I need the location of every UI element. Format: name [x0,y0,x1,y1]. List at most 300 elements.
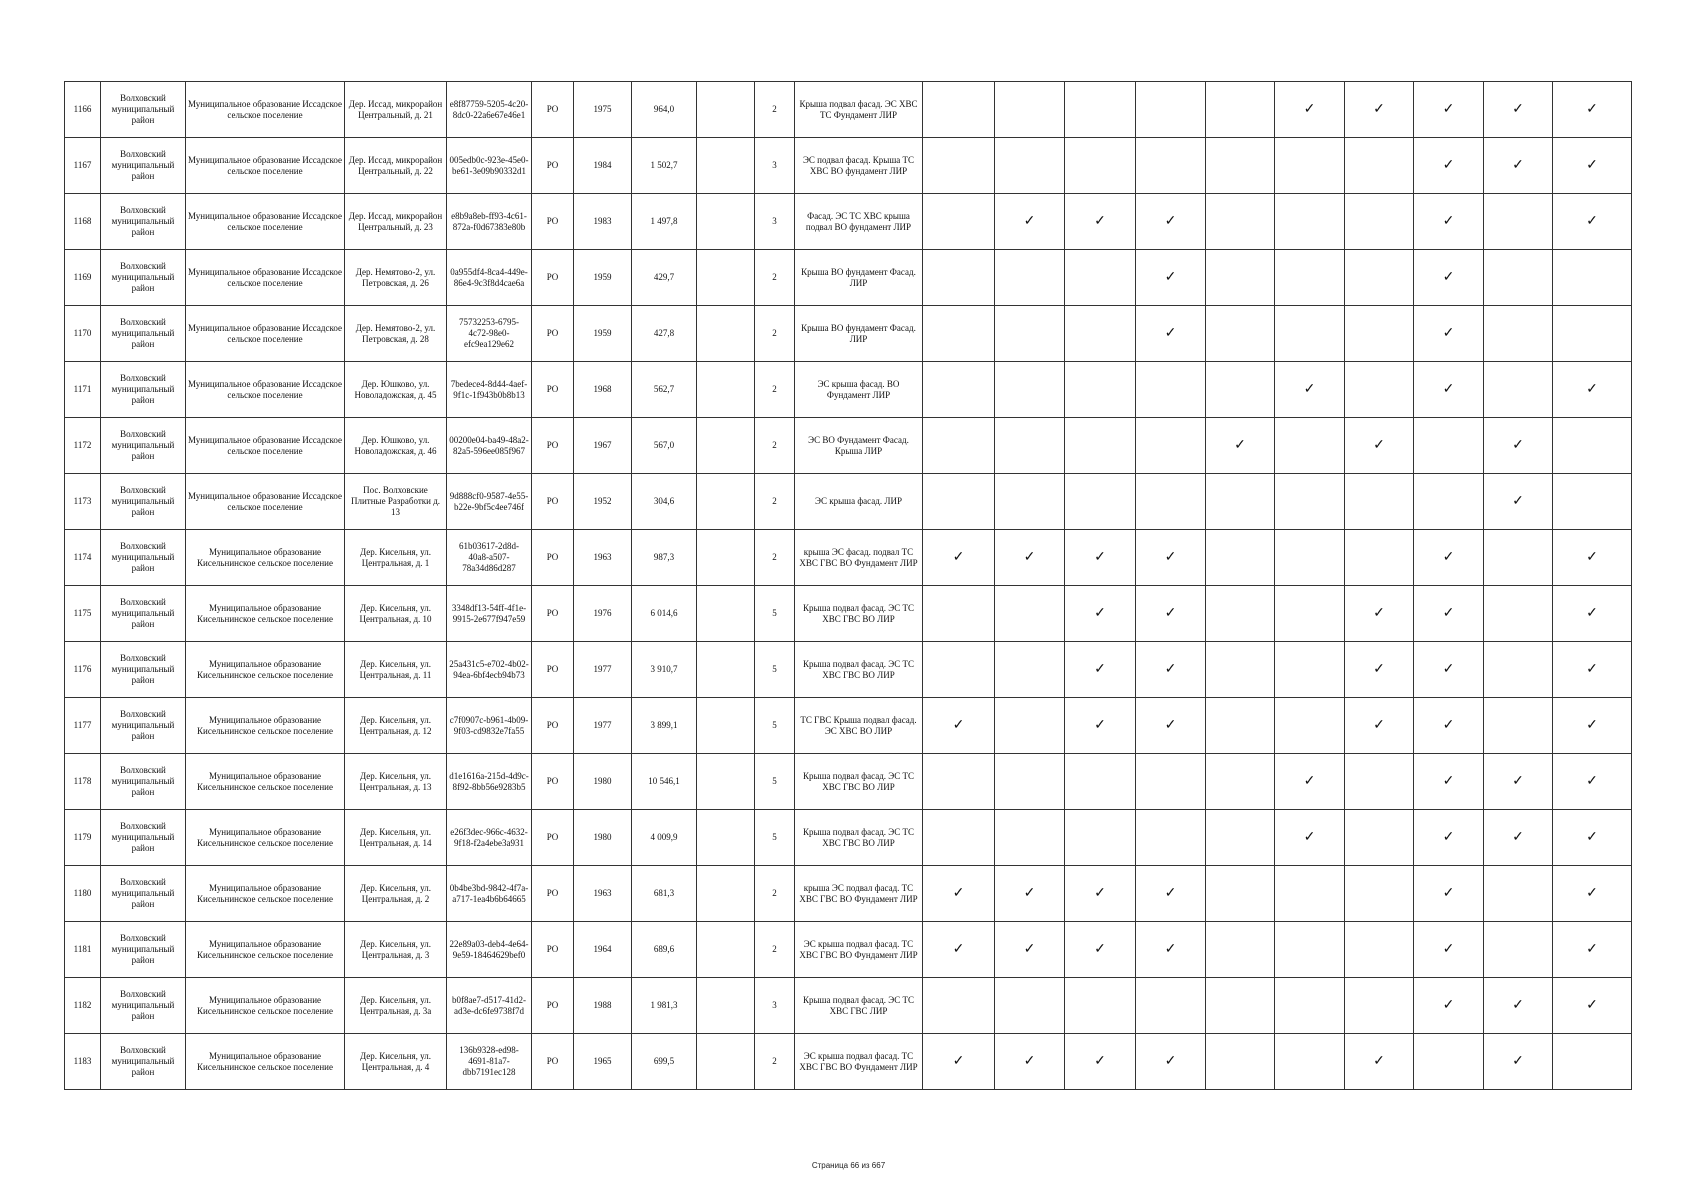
check-mark-icon: ✓ [1345,82,1414,138]
empty-check-cell [1206,810,1275,866]
check-mark-icon: ✓ [923,698,995,754]
check-mark-icon: ✓ [995,194,1065,250]
check-mark-icon: ✓ [1136,922,1206,978]
municipality-cell: Муниципальное образование Иссадское сельское поселение [186,418,345,474]
check-mark-icon: ✓ [1553,754,1632,810]
empty-check-cell [1136,754,1206,810]
empty-check-cell [1206,642,1275,698]
district-cell: Волховский муниципальный район [101,474,186,530]
address-cell: Дер. Кисельня, ул. Центральная, д. 3 [345,922,447,978]
year-built-cell: 1964 [574,922,632,978]
table-row [65,754,1632,810]
floors-cell: 3 [755,194,795,250]
floors-cell: 2 [755,474,795,530]
empty-check-cell [1484,922,1553,978]
empty-check-cell [1553,306,1632,362]
empty-check-cell [1345,194,1414,250]
check-mark-icon: ✓ [995,866,1065,922]
year-built-cell: 1977 [574,642,632,698]
municipality-cell: Муниципальное образование Кисельнинское сельское поселение [186,922,345,978]
house-code-cell: e8f87759-5205-4c20-8dc0-22a6e67e46e1 [447,82,532,138]
type-cell: РО [532,866,574,922]
house-code-cell: c7f0907c-b961-4b09-9f03-cd9832e7fa55 [447,698,532,754]
check-mark-icon: ✓ [995,530,1065,586]
district-cell: Волховский муниципальный район [101,1034,186,1090]
type-cell: РО [532,922,574,978]
empty-check-cell [923,642,995,698]
check-mark-icon: ✓ [1345,418,1414,474]
table-row [65,306,1632,362]
empty-cell [697,250,755,306]
empty-check-cell [1345,530,1414,586]
area-cell: 10 546,1 [632,754,697,810]
empty-check-cell [923,586,995,642]
empty-check-cell [995,138,1065,194]
floors-cell: 2 [755,922,795,978]
year-built-cell: 1959 [574,306,632,362]
empty-check-cell [995,418,1065,474]
house-code-cell: 22e89a03-deb4-4e64-9e59-18464629bef0 [447,922,532,978]
empty-check-cell [1345,362,1414,418]
works-list-cell: Крыша подвал фасад. ЭС ТС ХВС ГВС ВО ЛИР [795,642,923,698]
empty-check-cell [1065,82,1136,138]
floors-cell: 2 [755,1034,795,1090]
house-code-cell: 0a955df4-8ca4-449e-86e4-9c3f8d4cae6a [447,250,532,306]
check-mark-icon: ✓ [923,1034,995,1090]
type-cell: РО [532,810,574,866]
row-number: 1181 [65,922,101,978]
floors-cell: 3 [755,138,795,194]
works-list-cell: Крыша подвал фасад. ЭС ТС ХВС ГВС ВО ЛИР [795,586,923,642]
row-number: 1174 [65,530,101,586]
floors-cell: 2 [755,530,795,586]
check-mark-icon: ✓ [1136,866,1206,922]
type-cell: РО [532,194,574,250]
empty-check-cell [1484,698,1553,754]
year-built-cell: 1980 [574,754,632,810]
empty-cell [697,530,755,586]
empty-check-cell [1484,642,1553,698]
table-row [65,138,1632,194]
row-number: 1172 [65,418,101,474]
check-mark-icon: ✓ [1414,530,1484,586]
empty-check-cell [995,586,1065,642]
district-cell: Волховский муниципальный район [101,642,186,698]
empty-check-cell [1553,474,1632,530]
row-number: 1183 [65,1034,101,1090]
year-built-cell: 1963 [574,866,632,922]
area-cell: 681,3 [632,866,697,922]
empty-check-cell [1275,418,1345,474]
empty-check-cell [995,82,1065,138]
area-cell: 1 497,8 [632,194,697,250]
check-mark-icon: ✓ [1275,754,1345,810]
check-mark-icon: ✓ [1136,642,1206,698]
area-cell: 567,0 [632,418,697,474]
check-mark-icon: ✓ [1553,978,1632,1034]
floors-cell: 2 [755,82,795,138]
works-list-cell: Фасад. ЭС ТС ХВС крыша подвал ВО фундамент ЛИР [795,194,923,250]
check-mark-icon: ✓ [1553,642,1632,698]
check-mark-icon: ✓ [1553,866,1632,922]
empty-check-cell [1206,866,1275,922]
check-mark-icon: ✓ [1065,586,1136,642]
table-row [65,978,1632,1034]
empty-check-cell [923,138,995,194]
year-built-cell: 1988 [574,978,632,1034]
empty-check-cell [1275,978,1345,1034]
check-mark-icon: ✓ [1414,82,1484,138]
empty-check-cell [995,474,1065,530]
year-built-cell: 1977 [574,698,632,754]
check-mark-icon: ✓ [1484,474,1553,530]
municipality-cell: Муниципальное образование Кисельнинское сельское поселение [186,866,345,922]
check-mark-icon: ✓ [1553,194,1632,250]
works-list-cell: Крыша подвал фасад. ЭС ТС ХВС ГВС ЛИР [795,978,923,1034]
empty-check-cell [923,978,995,1034]
area-cell: 429,7 [632,250,697,306]
row-number: 1170 [65,306,101,362]
row-number: 1171 [65,362,101,418]
house-code-cell: 25a431c5-e702-4b02-94ea-6bf4ecb94b73 [447,642,532,698]
check-mark-icon: ✓ [1065,642,1136,698]
empty-check-cell [1484,362,1553,418]
works-list-cell: крыша ЭС подвал фасад. ТС ХВС ГВС ВО Фундамент ЛИР [795,866,923,922]
check-mark-icon: ✓ [1065,194,1136,250]
check-mark-icon: ✓ [1275,362,1345,418]
type-cell: РО [532,82,574,138]
empty-cell [697,362,755,418]
check-mark-icon: ✓ [1065,698,1136,754]
house-code-cell: 136b9328-ed98-4691-81a7-dbb7191ec128 [447,1034,532,1090]
check-mark-icon: ✓ [923,922,995,978]
empty-check-cell [1275,866,1345,922]
empty-check-cell [995,642,1065,698]
empty-check-cell [923,362,995,418]
row-number: 1178 [65,754,101,810]
works-list-cell: ЭС крыша подвал фасад. ТС ХВС ГВС ВО Фундамент ЛИР [795,922,923,978]
works-list-cell: ЭС подвал фасад. Крыша ТС ХВС ВО фундамент ЛИР [795,138,923,194]
table-row [65,642,1632,698]
address-cell: Дер. Иссад, микрорайон Центральный, д. 22 [345,138,447,194]
empty-check-cell [1275,474,1345,530]
floors-cell: 2 [755,418,795,474]
empty-check-cell [995,698,1065,754]
empty-check-cell [923,754,995,810]
floors-cell: 5 [755,810,795,866]
empty-check-cell [1275,306,1345,362]
check-mark-icon: ✓ [1275,810,1345,866]
empty-check-cell [1275,922,1345,978]
address-cell: Дер. Кисельня, ул. Центральная, д. 12 [345,698,447,754]
empty-check-cell [1275,586,1345,642]
house-code-cell: 00200e04-ba49-48a2-82a5-596ee085f967 [447,418,532,474]
check-mark-icon: ✓ [1484,1034,1553,1090]
type-cell: РО [532,530,574,586]
empty-check-cell [995,306,1065,362]
table-row [65,474,1632,530]
row-number: 1168 [65,194,101,250]
check-mark-icon: ✓ [1484,82,1553,138]
empty-check-cell [1484,866,1553,922]
house-code-cell: 9d888cf0-9587-4e55-b22e-9bf5c4ee746f [447,474,532,530]
municipality-cell: Муниципальное образование Кисельнинское сельское поселение [186,586,345,642]
district-cell: Волховский муниципальный район [101,250,186,306]
address-cell: Дер. Кисельня, ул. Центральная, д. 11 [345,642,447,698]
empty-check-cell [1275,194,1345,250]
works-list-cell: ЭС крыша подвал фасад. ТС ХВС ГВС ВО Фундамент ЛИР [795,1034,923,1090]
empty-check-cell [1136,418,1206,474]
works-list-cell: Крыша подвал фасад. ЭС ХВС ТС Фундамент ЛИР [795,82,923,138]
house-code-cell: 3348df13-54ff-4f1e-9915-2e677f947e59 [447,586,532,642]
works-list-cell: Крыша ВО фундамент Фасад. ЛИР [795,250,923,306]
empty-check-cell [995,250,1065,306]
empty-check-cell [1065,250,1136,306]
check-mark-icon: ✓ [1553,138,1632,194]
empty-check-cell [1275,250,1345,306]
area-cell: 1 502,7 [632,138,697,194]
empty-check-cell [923,474,995,530]
empty-check-cell [1065,418,1136,474]
table-row [65,1034,1632,1090]
empty-check-cell [1345,306,1414,362]
empty-check-cell [923,306,995,362]
address-cell: Дер. Юшково, ул. Новоладожская, д. 45 [345,362,447,418]
type-cell: РО [532,1034,574,1090]
address-cell: Дер. Немятово-2, ул. Петровская, д. 26 [345,250,447,306]
check-mark-icon: ✓ [1414,810,1484,866]
check-mark-icon: ✓ [1136,194,1206,250]
district-cell: Волховский муниципальный район [101,194,186,250]
table-row [65,530,1632,586]
year-built-cell: 1965 [574,1034,632,1090]
municipality-cell: Муниципальное образование Кисельнинское сельское поселение [186,698,345,754]
empty-check-cell [1484,306,1553,362]
municipality-cell: Муниципальное образование Кисельнинское сельское поселение [186,978,345,1034]
table-row [65,922,1632,978]
row-number: 1166 [65,82,101,138]
district-cell: Волховский муниципальный район [101,138,186,194]
empty-check-cell [923,810,995,866]
floors-cell: 5 [755,754,795,810]
municipality-cell: Муниципальное образование Иссадское сельское поселение [186,138,345,194]
empty-check-cell [923,418,995,474]
empty-check-cell [995,810,1065,866]
empty-cell [697,418,755,474]
works-list-cell: ЭС крыша фасад. ЛИР [795,474,923,530]
area-cell: 1 981,3 [632,978,697,1034]
empty-check-cell [1414,418,1484,474]
check-mark-icon: ✓ [1136,250,1206,306]
municipality-cell: Муниципальное образование Иссадское сельское поселение [186,82,345,138]
municipality-cell: Муниципальное образование Иссадское сельское поселение [186,362,345,418]
municipality-cell: Муниципальное образование Кисельнинское сельское поселение [186,810,345,866]
empty-check-cell [1275,530,1345,586]
empty-check-cell [1484,250,1553,306]
type-cell: РО [532,474,574,530]
house-code-cell: 7bedece4-8d44-4aef-9f1c-1f943b0b8b13 [447,362,532,418]
empty-check-cell [1345,474,1414,530]
row-number: 1176 [65,642,101,698]
empty-check-cell [1345,138,1414,194]
empty-check-cell [1553,250,1632,306]
empty-cell [697,586,755,642]
house-code-cell: 75732253-6795-4c72-98e0-efc9ea129e62 [447,306,532,362]
area-cell: 3 910,7 [632,642,697,698]
district-cell: Волховский муниципальный район [101,530,186,586]
table-row [65,698,1632,754]
municipality-cell: Муниципальное образование Иссадское сельское поселение [186,194,345,250]
check-mark-icon: ✓ [1484,754,1553,810]
empty-check-cell [1206,362,1275,418]
floors-cell: 3 [755,978,795,1034]
house-code-cell: 0b4be3bd-9842-4f7a-a717-1ea4b6b64665 [447,866,532,922]
district-cell: Волховский муниципальный район [101,754,186,810]
municipality-cell: Муниципальное образование Кисельнинское сельское поселение [186,1034,345,1090]
empty-check-cell [923,250,995,306]
check-mark-icon: ✓ [1414,138,1484,194]
municipality-cell: Муниципальное образование Иссадское сельское поселение [186,250,345,306]
check-mark-icon: ✓ [1136,698,1206,754]
floors-cell: 5 [755,698,795,754]
address-cell: Дер. Кисельня, ул. Центральная, д. 10 [345,586,447,642]
empty-check-cell [1206,82,1275,138]
type-cell: РО [532,698,574,754]
area-cell: 427,8 [632,306,697,362]
address-cell: Дер. Юшково, ул. Новоладожская, д. 46 [345,418,447,474]
empty-check-cell [995,754,1065,810]
house-code-cell: 005edb0c-923e-45e0-be61-3e09b90332d1 [447,138,532,194]
empty-check-cell [1275,1034,1345,1090]
check-mark-icon: ✓ [1553,922,1632,978]
table-row [65,194,1632,250]
check-mark-icon: ✓ [1553,530,1632,586]
floors-cell: 5 [755,586,795,642]
check-mark-icon: ✓ [1484,138,1553,194]
area-cell: 964,0 [632,82,697,138]
check-mark-icon: ✓ [1414,362,1484,418]
check-mark-icon: ✓ [1414,866,1484,922]
empty-check-cell [1136,978,1206,1034]
area-cell: 987,3 [632,530,697,586]
empty-cell [697,698,755,754]
empty-check-cell [1136,474,1206,530]
floors-cell: 5 [755,642,795,698]
district-cell: Волховский муниципальный район [101,978,186,1034]
empty-check-cell [1484,194,1553,250]
empty-cell [697,754,755,810]
address-cell: Дер. Кисельня, ул. Центральная, д. 14 [345,810,447,866]
empty-check-cell [923,194,995,250]
check-mark-icon: ✓ [1414,642,1484,698]
district-cell: Волховский муниципальный район [101,810,186,866]
check-mark-icon: ✓ [1065,1034,1136,1090]
empty-check-cell [1065,362,1136,418]
empty-cell [697,978,755,1034]
area-cell: 3 899,1 [632,698,697,754]
row-number: 1180 [65,866,101,922]
empty-check-cell [995,362,1065,418]
floors-cell: 2 [755,866,795,922]
row-number: 1182 [65,978,101,1034]
check-mark-icon: ✓ [1553,362,1632,418]
area-cell: 699,5 [632,1034,697,1090]
row-number: 1177 [65,698,101,754]
type-cell: РО [532,978,574,1034]
table-row [65,250,1632,306]
works-list-cell: ТС ГВС Крыша подвал фасад. ЭС ХВС ВО ЛИР [795,698,923,754]
type-cell: РО [532,306,574,362]
empty-cell [697,138,755,194]
check-mark-icon: ✓ [1414,250,1484,306]
empty-cell [697,1034,755,1090]
check-mark-icon: ✓ [1345,642,1414,698]
address-cell: Дер. Иссад, микрорайон Центральный, д. 21 [345,82,447,138]
table-row [65,586,1632,642]
district-cell: Волховский муниципальный район [101,418,186,474]
empty-check-cell [1206,586,1275,642]
empty-check-cell [1206,922,1275,978]
district-cell: Волховский муниципальный район [101,698,186,754]
check-mark-icon: ✓ [1206,418,1275,474]
row-number: 1167 [65,138,101,194]
empty-check-cell [1275,698,1345,754]
empty-check-cell [1206,530,1275,586]
empty-check-cell [1345,866,1414,922]
table-row [65,82,1632,138]
check-mark-icon: ✓ [1414,978,1484,1034]
empty-cell [697,866,755,922]
empty-check-cell [1553,418,1632,474]
check-mark-icon: ✓ [1484,810,1553,866]
area-cell: 562,7 [632,362,697,418]
check-mark-icon: ✓ [1414,194,1484,250]
empty-check-cell [1206,754,1275,810]
address-cell: Дер. Кисельня, ул. Центральная, д. 2 [345,866,447,922]
year-built-cell: 1976 [574,586,632,642]
check-mark-icon: ✓ [1136,306,1206,362]
check-mark-icon: ✓ [1484,418,1553,474]
empty-check-cell [1206,138,1275,194]
empty-cell [697,474,755,530]
empty-check-cell [1065,754,1136,810]
check-mark-icon: ✓ [1136,586,1206,642]
district-cell: Волховский муниципальный район [101,922,186,978]
empty-check-cell [1345,978,1414,1034]
municipality-cell: Муниципальное образование Кисельнинское сельское поселение [186,530,345,586]
year-built-cell: 1963 [574,530,632,586]
empty-check-cell [1345,922,1414,978]
empty-check-cell [1206,698,1275,754]
district-cell: Волховский муниципальный район [101,586,186,642]
check-mark-icon: ✓ [1065,922,1136,978]
area-cell: 4 009,9 [632,810,697,866]
year-built-cell: 1975 [574,82,632,138]
type-cell: РО [532,138,574,194]
year-built-cell: 1968 [574,362,632,418]
check-mark-icon: ✓ [1136,530,1206,586]
district-cell: Волховский муниципальный район [101,362,186,418]
type-cell: РО [532,418,574,474]
empty-check-cell [1065,306,1136,362]
check-mark-icon: ✓ [1414,698,1484,754]
year-built-cell: 1983 [574,194,632,250]
empty-check-cell [1206,250,1275,306]
floors-cell: 2 [755,250,795,306]
type-cell: РО [532,250,574,306]
area-cell: 689,6 [632,922,697,978]
house-code-cell: e26f3dec-966c-4632-9f18-f2a4ebe3a931 [447,810,532,866]
